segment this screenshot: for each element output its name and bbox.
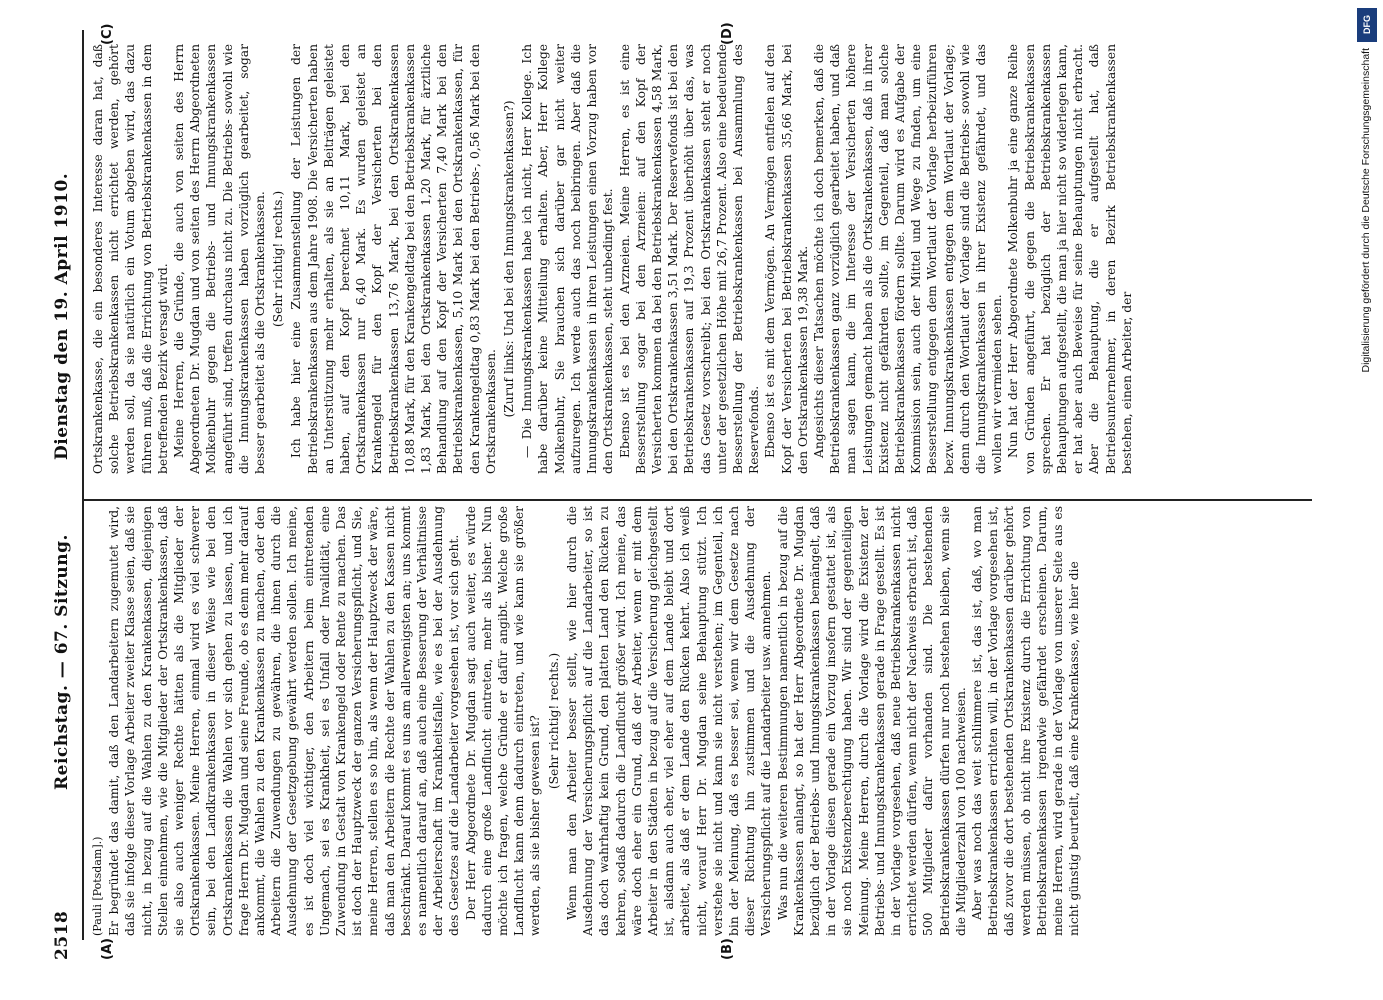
page-title: Reichstag. — 67. Sitzung.: [52, 534, 72, 790]
paragraph: Aber was noch das weit schlimmere ist, das ist, daß, wo man Betriebskrankenkassen errichten will, in der Vorlage vorgesehen ist, daß zuvor die dort bestehenden Ortskrankenkassen darüber gehört werden müssen, ob nicht ihre Existenz durch die Errichtung von Betriebskrankenkassen irgendwie gefährdet erscheinen. Darum, meine Herren, wird gerade in der Vorlage von unserer Seite aus es nicht günstig beurteilt, daß eine Krankenkasse, wie hier die: [969, 506, 1082, 936]
session-date: Dienstag den 19. April 1910.: [52, 172, 72, 460]
paragraph: Er begründet das damit, daß den Landarbeitern zugemutet wird, daß sie infolge dieser Vorlage Arbeiter zweiter Klasse seien, daß sie nicht, in bezug auf die Wahlen zu den Krankenkassen, diejenigen Stellen einnehmen, wie die Mitglieder der Ortskrankenkassen, daß sie also auch weniger Rechte hätten als die Mitglieder der Ortskrankenkassen. Meine Herren, einmal wird es viel schwerer sein, bei den Landkrankenkassen in dieser Weise wie bei den Ortskrankenkassen die Wahlen vor sich gehen zu lassen, und ich frage Herrn Dr. Mugdan und seine Freunde, ob es denn mehr darauf ankommt, die Wahlen zu den Krankenkassen zu machen, oder den Arbeitern die Zuwendungen zu gewähren, die ihnen durch die Ausdehnung der Gesetzgebung gewährt werden sollen. Ich meine, es ist doch viel wichtiger, den Arbeitern beim eintretenden Ungemach, sei es Krankheit, sei es Unfall oder Invalidität, eine Zuwendung in Gestalt von Krankengeld oder Rente zu machen. Das ist doch der Hauptzweck der ganzen Versicherungspflicht, und Sie, meine Herren, stellen es so hin, als wenn der Hauptzweck der wäre, daß man den Arbeitern die Rechte der Wahlen zu den Kassen nicht beschränkt. Darauf kommt es uns am allerwenigsten an; uns kommt es namentlich darauf an, daß auch eine Besserung der Verhältnisse der Arbeiterschaft im Krankheitsfalle, wie es bei der Ausdehnung des Gesetzes auf die Landarbeiter vorgesehen ist, vor sich geht.: [107, 506, 462, 936]
margin-mark-d: (D): [720, 22, 735, 45]
paragraph: Angesichts dieser Tatsachen möchte ich doch bemerken, daß die Betriebskrankenkassen ganz vorzüglich gearbeitet haben, und daß man sagen kann, die im Interesse der Versicherten höhere Leistungen gemacht haben als die Ortskrankenkassen, daß in ihrer Existenz nicht gefährden sollte, im Gegenteil, daß man solche Betriebskrankenkassen fördern sollte. Darum wird es Aufgabe der Kommission sein, auch der Mittel und Wege zu finden, um eine Besserstellung entgegen dem Wortlaut der Vorlage herbeizuführen bezw. Innungskrankenkassen entgegen dem Wortlaut der Vorlage; denn durch den Wortlaut der Vorlage sind die Betriebs- sowohl wie die Innungskrankenkassen in ihrer Existenz gefährdet, und das wollen wir vermieden sehen.: [811, 44, 1005, 474]
paragraph: Was nun die weiteren Bestimmungen namentlich in bezug auf die Krankenkassen anlangt, so hat der Herr Abgeordnete Dr. Mugdan bezüglich der Betriebs- und Innungskrankenkassen bemängelt, daß in der Vorlage diesen gerade ein Vorzug insofern gestattet ist, als sie noch Existenzberechtigung haben. Wir sind der gegenteiligen Meinung. Meine Herren, durch die Vorlage wird die Existenz der Betriebs- und Innungskrankenkassen gerade in Frage gestellt. Es ist in der Vorlage vorgesehen, daß neue Betriebskrankenkassen nicht errichtet werden dürfen, wenn nicht der Nachweis erbracht ist, daß 500 Mitglieder dafür vorhanden sind. Die bestehenden Betriebskrankenkassen dürfen nur noch bestehen bleiben, wenn sie die Mitgliederzahl von 100 nachweisen.: [775, 506, 968, 936]
page-header: [52, 40, 82, 960]
paragraph: — Die Innungskrankenkassen habe ich nicht, Herr Kollege. Ich habe darüber keine Mitteilung erhalten. Aber, Herr Kollege Molkenbuhr, Sie brauchen sich darüber gar nicht weiter aufzuregen. Ich werde auch das noch beibringen. Aber daß die Innungskrankenkassen in ihren Leistungen einen Vorzug haben vor den Ortskrankenkassen, steht unbedingt fest.: [520, 44, 616, 474]
paragraph: Ebenso ist es bei den Arzneien. Meine Herren, es ist eine Besserstellung sogar bei den Arzneien: auf den Kopf der Versicherten kommen da bei den Betriebskrankenkassen 4,58 Mark, bei den Ortskrankenkassen 3,51 Mark. Der Reservefonds ist bei den Betriebskrankenkassen auf 19,3 Prozent überhöht über das, was das Gesetz vorschreibt; bei den Ortskrankenkassen steht er noch unter der gesetzlichen Höhe mit 26,7 Prozent. Also eine bedeutende Besserstellung der Betriebskrankenkassen bei Ansammlung des Reservefonds.: [617, 44, 762, 474]
interjection-note: (Zuruf links: Und bei den Innungskrankenkassen?): [502, 100, 517, 418]
paragraph: Der Herr Abgeordnete Dr. Mugdan sagt auch weiter, es würde dadurch eine große Landflucht eintreten, mehr als bisher. Nun möchte ich fragen, welche Gründe er dafür angibt. Welche große Landflucht kann denn dadurch eintreten, und wie kann sie größer werden, als sie bisher gewesen ist?: [463, 506, 543, 936]
paragraph: Wenn man den Arbeiter besser stellt, wie hier durch die Ausdehnung der Versicherungspflicht auf die Landarbeiter, so ist das doch wahrhaftig kein Grund, den platten Land den Rücken zu kehren, sodaß dadurch die Landflucht größer wird. Ich meine, das wäre doch eher ein Grund, daß der Arbeiter, wenn er mit dem Arbeiter in den Städten in bezug auf die Versicherung gleichgestellt ist, alsdann auch eher, viel eher auf dem Lande bleibt und dort arbeitet, als daß er dem Lande den Rücken kehrt. Also ich weiß nicht, worauf Herr Dr. Mugdan seine Behauptung stützt. Ich verstehe sie nicht und kann sie nicht verstehen; im Gegenteil, ich bin der Meinung, daß es besser sei, wenn wir dem Gesetze nach dieser Richtung hin zustimmen und die Ausdehnung der Versicherungspflicht auf die Landarbeiter usw. annehmen.: [564, 506, 774, 936]
applause-note: (Sehr richtig! rechts.): [546, 652, 561, 790]
dfg-logo: DFG: [1357, 8, 1377, 42]
margin-mark-b: (B): [720, 938, 735, 960]
margin-mark-a: (A): [100, 938, 115, 960]
column-divider: [82, 499, 1312, 501]
digitization-credit: [1354, 4, 1380, 996]
header-rule: [82, 30, 84, 940]
paragraph: Ortskrankenkasse, die ein besonderes Interesse daran hat, daß solche Betriebskrankenkassen nicht errichtet werden, gehört werden soll, da sie natürlich ein Votum abgeben wird, das dazu führen muß, daß die Errichtung von Betriebskrankenkassen in dem betreffenden Bezirk versagt wird.: [91, 44, 170, 474]
applause-note: (Sehr richtig! rechts.): [271, 190, 286, 328]
left-column: [90, 506, 1310, 936]
page-number: 2518: [52, 910, 72, 960]
paragraph: Ebenso ist es mit dem Vermögen. An Vermögen entfielen auf den Kopf der Versicherten bei Betriebskrankenkassen 35,66 Mark, bei den Ortskrankenkassen 19,38 Mark.: [763, 44, 810, 474]
speaker-line: (Pauli [Potsdam].): [91, 836, 104, 936]
right-column: [90, 44, 1310, 474]
paragraph: Ich habe hier eine Zusammenstellung der Leistungen der Betriebskrankenkassen aus dem Jahre 1908. Die Versicherten haben an Unterstützung mehr erhalten, als sie an Beiträgen geleistet haben, auf den Kopf berechnet 10,11 Mark, bei den Ortskrankenkassen nur 6,40 Mark. Es wurden geleistet an Krankengeld für den Kopf der Versicherten bei den Betriebskrankenkassen 13,76 Mark, bei den Ortskrankenkassen 10,88 Mark, für den Krankengeldtag bei den Betriebskrankenkassen 1,83 Mark, bei den Ortskrankenkassen 1,20 Mark, für ärztliche Behandlung auf den Kopf der Versicherten 7,40 Mark bei den Betriebskrankenkassen, 5,10 Mark bei den Ortskrankenkassen, für den Krankengeldtag 0,83 Mark bei den Betriebs-, 0,56 Mark bei den Ortskrankenkassen.: [289, 44, 498, 474]
margin-mark-c: (C): [100, 23, 115, 45]
paragraph: Meine Herren, die Gründe, die auch von seiten des Herrn Abgeordneten Dr. Mugdan und von seiten des Herrn Abgeordneten Molkenbuhr gegen die Betriebs- und Innungskrankenkassen angeführt sind, treffen durchaus nicht zu. Die Betriebs- sowohl wie die Innungskrankenkassen haben vorzüglich gearbeitet, sogar besser gearbeitet als die Ortskrankenkassen.: [172, 44, 268, 474]
credit-text: Digitalisierung gefördert durch die Deutsche Forschungsgemeinschaft: [1360, 48, 1372, 373]
paragraph: Nun hat der Herr Abgeordnete Molkenbuhr ja eine ganze Reihe von Gründen angeführt, die gegen die Betriebskrankenkassen sprechen. Er hat bezüglich der Betriebskrankenkassen Behauptungen aufgestellt, die man ja hier nicht so widerlegen kann, er hat aber auch Beweise für seine Behauptungen nicht erbracht. Aber die Behauptung, die er aufgestellt hat, daß Betriebsunternehmer, in deren Bezirk Betriebskrankenkassen bestehen, einen Arbeiter, der: [1006, 44, 1134, 474]
